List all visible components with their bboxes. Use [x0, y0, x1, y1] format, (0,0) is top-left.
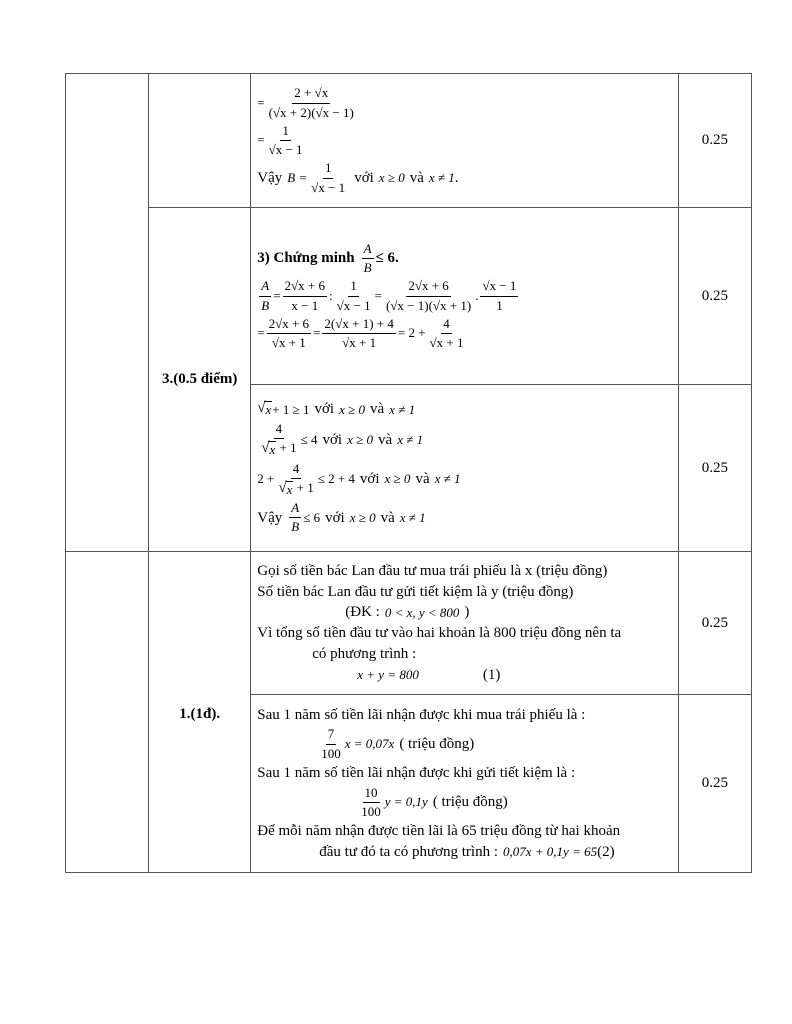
fraction-denominator: √ x + 1: [278, 479, 314, 497]
math-text: ≤ 6.: [375, 250, 399, 267]
score-cell: 0.25: [678, 695, 751, 873]
fraction: [335, 278, 373, 314]
equals-sign: =: [273, 287, 281, 303]
text: Vậy: [257, 509, 283, 526]
text: với: [354, 169, 374, 186]
fraction-numerator: 2√x + 6: [406, 278, 450, 296]
fraction-denominator: √x + 1: [429, 335, 464, 350]
text-line: Số tiền bác Lan đầu tư gửi tiết kiệm là y (triệu đồng): [257, 583, 574, 600]
table-row: [66, 74, 752, 208]
fraction-denominator: √x + 1: [342, 335, 377, 350]
condition: x ≠ 1: [397, 431, 424, 447]
fraction-numerator: 7: [326, 726, 337, 744]
text-line: Sau 1 năm số tiền lãi nhận được khi gửi tiết kiệm là :: [257, 764, 576, 781]
fraction: [359, 785, 383, 821]
equation: x + y = 800: [357, 666, 419, 682]
sub-label: 1.(1đ).: [149, 552, 251, 873]
equals-sign: =: [313, 325, 321, 341]
score-cell: 0.25: [678, 208, 751, 385]
equation: 0,07x + 0,1y = 65: [503, 844, 598, 859]
fraction: [309, 160, 347, 196]
part-cell: [66, 74, 149, 552]
fraction: [259, 278, 271, 314]
fraction: [267, 85, 356, 121]
fraction-denominator: B: [261, 297, 270, 313]
sub-label: 3.(0.5 điểm): [149, 208, 251, 552]
fraction-numerator: 4: [441, 316, 452, 334]
content-cell: [251, 695, 679, 873]
fraction-numerator: 1: [323, 160, 334, 178]
fraction: [322, 316, 395, 352]
operator: .: [475, 287, 479, 303]
condition: x ≠ 1: [389, 401, 416, 417]
table-row: [66, 208, 752, 385]
text: Vậy: [257, 169, 283, 186]
text-line: Gọi số tiền bác Lan đầu tư mua trái phiếu là x (triệu đồng): [257, 562, 608, 579]
text: và: [378, 431, 393, 448]
text: và: [409, 169, 424, 186]
fraction-denominator: √x − 1: [268, 142, 303, 157]
score-cell: 0.25: [678, 385, 751, 552]
fraction-numerator: 1: [280, 123, 291, 141]
fraction-denominator: B: [291, 519, 300, 535]
fraction-numerator: A: [289, 500, 301, 518]
math-text: ≤ 6: [303, 509, 321, 525]
unit-text: ( triệu đồng): [432, 793, 508, 810]
fraction: [259, 421, 298, 459]
fraction-numerator: √x − 1: [480, 278, 518, 296]
math-text: + 1 ≥ 1: [272, 401, 310, 417]
equation-number: (1): [482, 666, 501, 683]
fraction: [267, 123, 305, 159]
fraction: [319, 726, 343, 762]
equation: x = 0,07x: [344, 735, 395, 751]
fraction-numerator: 1: [348, 278, 359, 296]
equals-sign: =: [257, 94, 265, 110]
condition: x ≥ 0: [349, 509, 376, 525]
operator: :: [329, 287, 333, 303]
condition: 0 < x, y < 800: [384, 604, 460, 620]
sqrt-x: √ x: [257, 400, 272, 418]
fraction-numerator: 2 + √x: [292, 85, 330, 103]
fraction-denominator: √x + 1: [271, 335, 306, 350]
sub-cell: [149, 74, 251, 208]
math-text: ≤ 4: [300, 431, 318, 447]
text: và: [415, 471, 430, 487]
part-cell: [66, 552, 149, 873]
fraction-numerator: 10: [363, 785, 380, 803]
equals-sign: =: [374, 287, 382, 303]
fraction: [283, 278, 327, 314]
content-cell: [251, 74, 679, 208]
fraction-denominator: √x − 1: [311, 179, 346, 195]
equation: y = 0,1y: [384, 794, 428, 810]
fraction-denominator: 100: [321, 745, 341, 761]
fraction-numerator: 4: [291, 461, 302, 479]
fraction: [384, 278, 473, 314]
text-line: Sau 1 năm số tiền lãi nhận được khi mua trái phiếu là :: [257, 706, 586, 723]
fraction-denominator: B: [363, 260, 372, 275]
math-text: = 2 +: [397, 325, 426, 341]
math-text: ≤ 2 + 4: [317, 471, 355, 487]
text: với: [322, 431, 343, 448]
fraction-numerator: A: [259, 278, 271, 296]
fraction-denominator: 1: [496, 297, 503, 313]
section-heading: 3) Chứng minh: [257, 250, 355, 267]
fraction: [480, 278, 518, 314]
answer-table: [65, 73, 752, 873]
content-cell: [251, 552, 679, 695]
condition: x ≠ 1: [428, 169, 455, 185]
text: và: [380, 509, 395, 526]
text-line: Để mỗi năm nhận được tiền lãi là 65 triệu đồng từ hai khoản: [257, 823, 621, 839]
text: với: [325, 509, 345, 526]
content-cell: [251, 208, 679, 385]
fraction: [428, 316, 466, 352]
unit-text: ( triệu đồng): [399, 735, 475, 752]
text: với: [359, 471, 380, 487]
text: và: [370, 401, 385, 418]
condition: x ≥ 0: [384, 471, 411, 487]
condition: x ≥ 0: [347, 431, 374, 447]
fraction-denominator: (√x − 1)(√x + 1): [385, 297, 472, 313]
condition: x ≠ 1: [434, 471, 461, 487]
score-cell: 0.25: [678, 74, 751, 208]
text: .: [454, 169, 459, 186]
math-text: 2 +: [257, 471, 275, 487]
fraction-denominator: x − 1: [291, 297, 319, 313]
fraction-numerator: 2(√x + 1) + 4: [322, 316, 395, 334]
text: đầu tư đó ta có phương trình :: [319, 843, 498, 860]
equals-sign: =: [257, 325, 265, 341]
fraction: [267, 316, 311, 352]
fraction-numerator: 2√x + 6: [267, 316, 311, 334]
condition: x ≥ 0: [378, 169, 405, 185]
fraction: [276, 461, 315, 499]
equation-number: (2): [597, 843, 615, 860]
text-line: Vì tổng số tiền đầu tư vào hai khoản là 800 triệu đồng nên ta: [257, 625, 622, 641]
fraction-denominator: √x − 1: [336, 297, 371, 313]
text: (ĐK :: [345, 604, 380, 621]
text: ): [464, 604, 470, 621]
fraction-denominator: √ x + 1: [261, 440, 297, 458]
fraction-numerator: 4: [274, 421, 285, 439]
fraction-denominator: 100: [361, 803, 381, 819]
fraction-numerator: 2√x + 6: [283, 278, 327, 296]
condition: x ≥ 0: [339, 401, 365, 417]
fraction: [362, 241, 374, 277]
text: với: [314, 401, 335, 418]
fraction-numerator: A: [362, 241, 374, 259]
table-row: [66, 552, 752, 695]
condition: x ≠ 1: [399, 509, 426, 525]
fraction: [289, 500, 301, 536]
math-text: B =: [287, 169, 308, 185]
score-cell: 0.25: [678, 552, 751, 695]
fraction-denominator: (√x + 2)(√x − 1): [268, 104, 354, 120]
text-line: có phương trình :: [312, 645, 417, 662]
content-cell: [251, 385, 679, 552]
equals-sign: =: [257, 132, 265, 148]
